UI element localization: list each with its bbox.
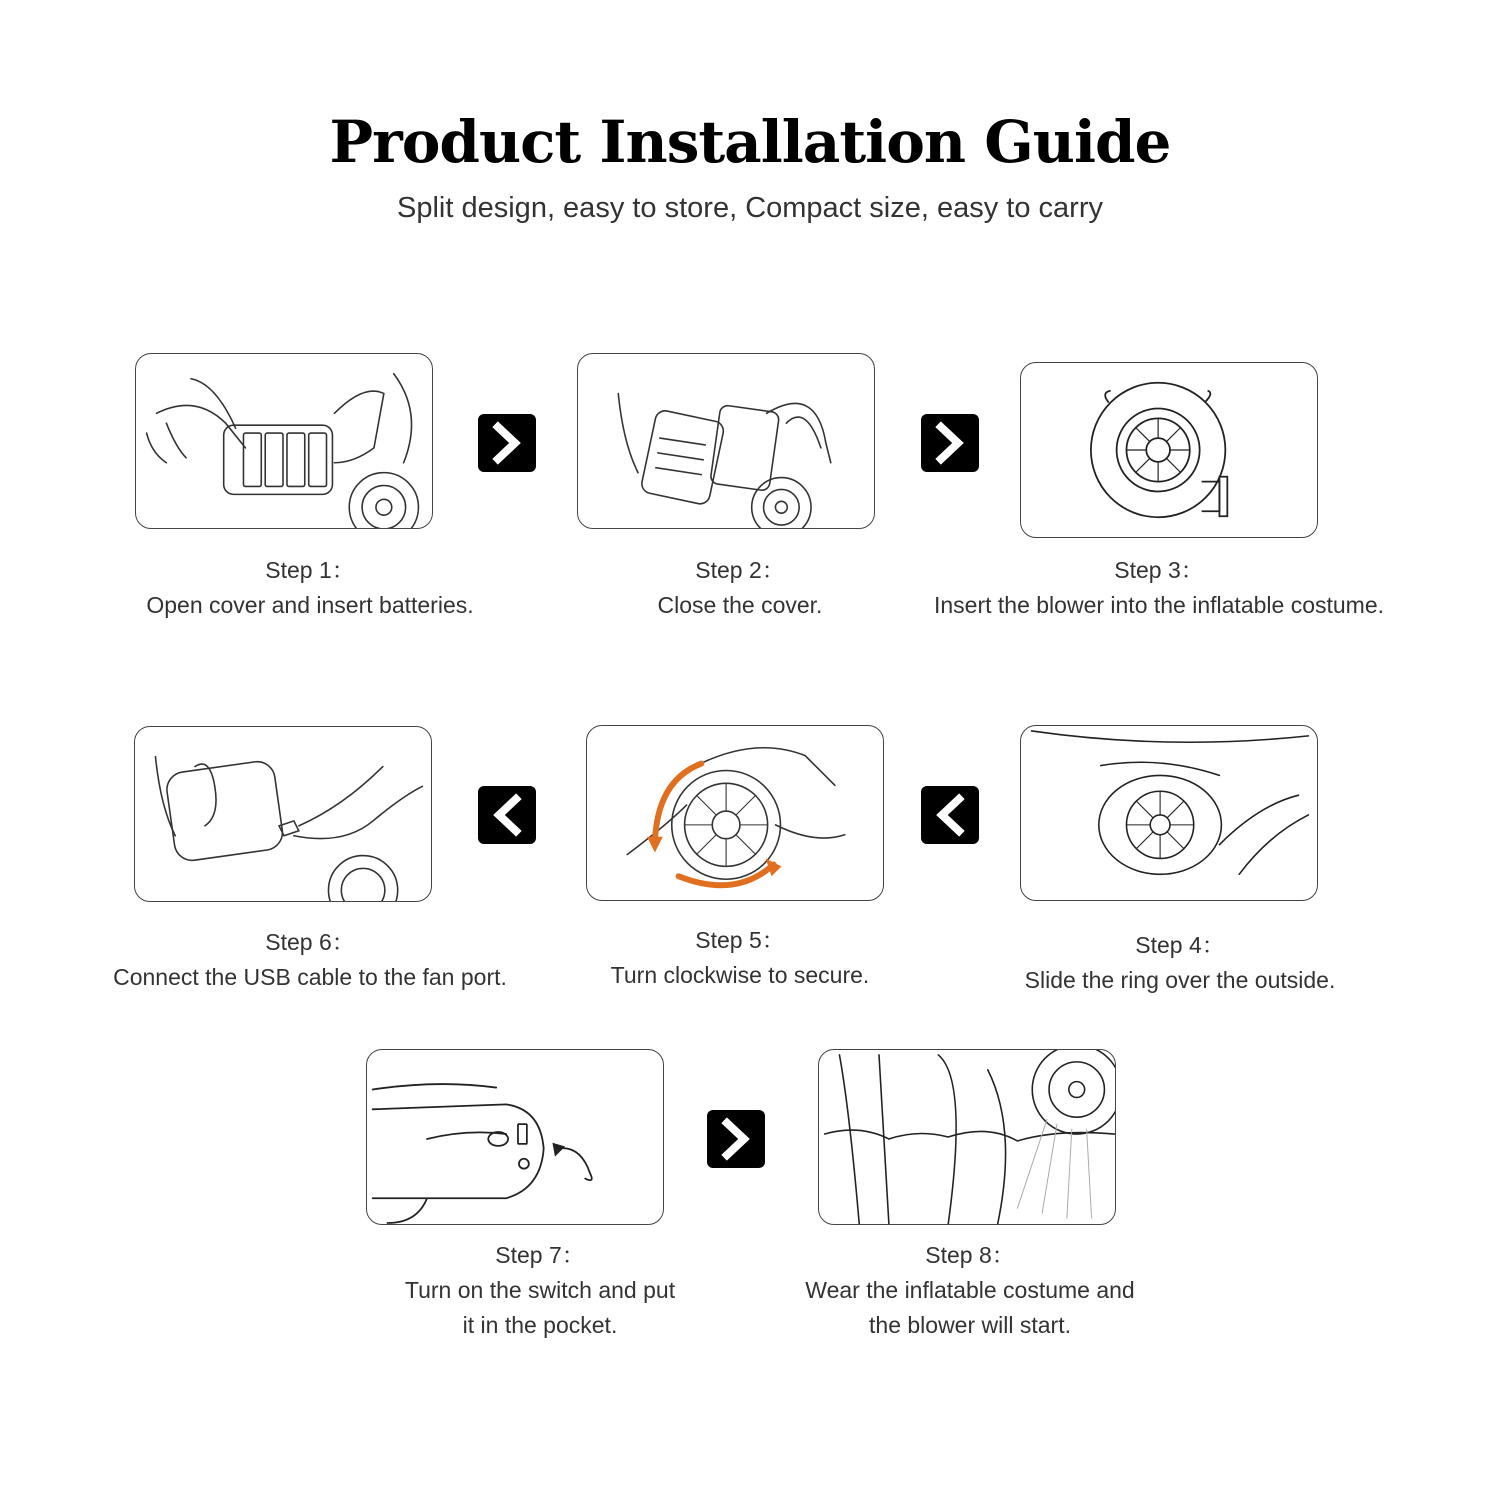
step-text: it in the pocket.	[462, 1312, 618, 1338]
chevron-right-icon	[707, 1110, 765, 1168]
step-1-illustration	[135, 353, 433, 529]
step-text: Insert the blower into the inflatable costume.	[933, 592, 1385, 618]
step-8-caption	[760, 1238, 1180, 1343]
step-5-caption	[540, 923, 940, 993]
step-4-illustration	[1020, 725, 1318, 901]
step-6-caption	[80, 925, 540, 995]
step-6-illustration	[134, 726, 432, 902]
step-text: Close the cover.	[657, 592, 823, 618]
step-label: Step 3：	[1114, 557, 1204, 583]
step-text: Turn on the switch and put	[404, 1277, 676, 1303]
step-2-caption	[540, 553, 940, 623]
step-text: Slide the ring over the outside.	[1024, 967, 1336, 993]
chevron-right-icon	[921, 414, 979, 472]
page-subtitle: Split design, easy to store, Compact size, easy to carry	[397, 192, 1103, 224]
step-text: the blower will start.	[869, 1312, 1071, 1338]
step-2-illustration	[577, 353, 875, 529]
step-1-caption	[100, 553, 520, 623]
step-8-illustration	[818, 1049, 1116, 1225]
step-label: Step 8：	[925, 1242, 1015, 1268]
step-text: Turn clockwise to secure.	[610, 962, 870, 988]
step-text: Connect the USB cable to the fan port.	[113, 964, 507, 990]
step-label: Step 7：	[495, 1242, 585, 1268]
step-7-caption	[340, 1238, 740, 1343]
step-4-caption	[970, 928, 1390, 998]
step-label: Step 4：	[1135, 932, 1225, 958]
chevron-left-icon	[478, 786, 536, 844]
step-label: Step 6：	[265, 929, 355, 955]
step-7-illustration	[366, 1049, 664, 1225]
step-3-caption	[900, 553, 1418, 623]
step-label: Step 5：	[695, 927, 785, 953]
step-label: Step 1：	[265, 557, 355, 583]
chevron-left-icon	[921, 786, 979, 844]
chevron-right-icon	[478, 414, 536, 472]
step-text: Wear the inflatable costume and	[805, 1277, 1135, 1303]
step-5-illustration	[586, 725, 884, 901]
step-label: Step 2：	[695, 557, 785, 583]
step-text: Open cover and insert batteries.	[146, 592, 474, 618]
step-3-illustration	[1020, 362, 1318, 538]
page-title: Product Installation Guide	[329, 108, 1171, 176]
